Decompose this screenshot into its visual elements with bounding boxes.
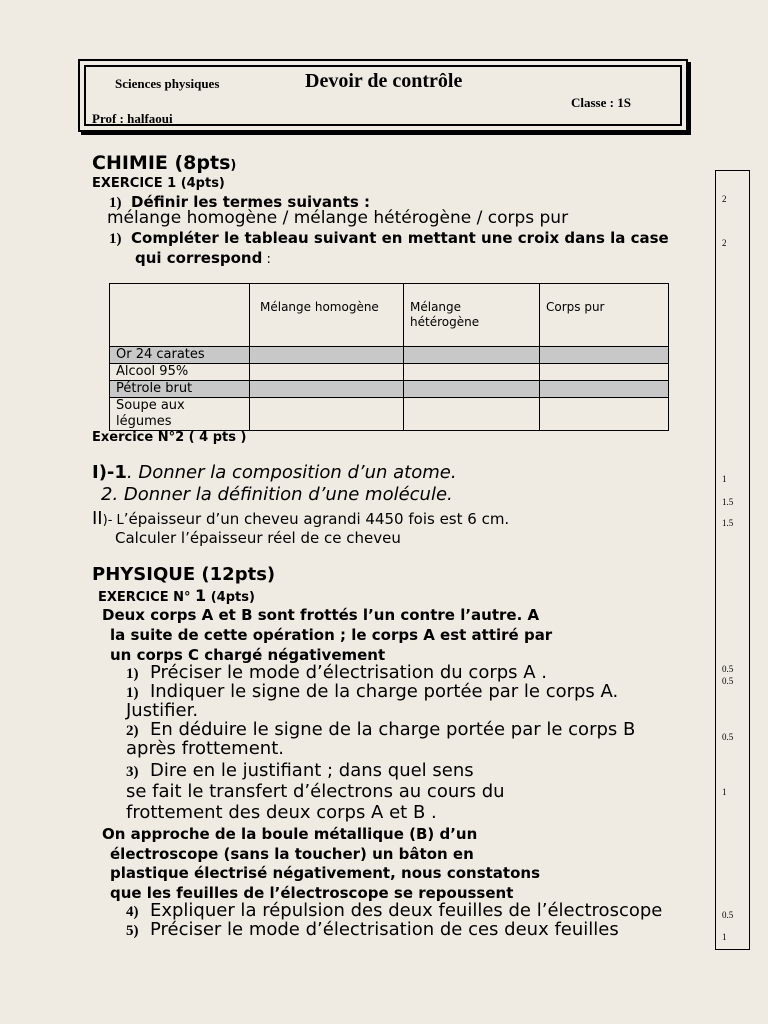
table-row-label: Soupe aux légumes: [110, 398, 250, 431]
table-cell[interactable]: [250, 398, 404, 431]
physique-heading: PHYSIQUE (12pts): [92, 564, 276, 585]
exercice2-i2: 2. Donner la définition d’une molécule.: [101, 484, 453, 505]
table-row: [110, 347, 669, 364]
table-cell[interactable]: [404, 364, 540, 381]
exercice2-i1: I)-1. Donner la composition d’un atome.: [92, 462, 457, 483]
table-cell[interactable]: [540, 347, 669, 364]
score-item: 1.5: [722, 518, 734, 528]
physique-q4: 3) Dire en le justifiant ; dans quel sens: [126, 760, 474, 781]
physique-q2: 1) Indiquer le signe de la charge portée par le corps A.: [126, 681, 619, 702]
subject-label: Sciences physiques: [115, 76, 220, 91]
physique-intro-1: Deux corps A et B sont frottés l’un contre l’autre. A: [102, 606, 540, 624]
score-item: 0.5: [722, 732, 734, 742]
table-row-label: Pétrole brut: [110, 381, 250, 398]
score-item: 1: [722, 787, 727, 797]
table-row: [110, 364, 669, 381]
table-row-label: Or 24 carates: [110, 347, 250, 364]
header-shadow-bottom: [81, 132, 691, 135]
class-label: Classe : 1S: [571, 95, 631, 110]
score-item: 0.5: [722, 664, 734, 674]
chimie-q2-line2: qui correspond :: [135, 249, 271, 267]
table-row: [110, 381, 669, 398]
physique-q3: 2) En déduire le signe de la charge portée par le corps B: [126, 719, 636, 740]
exam-title: Devoir de contrôle: [305, 70, 463, 92]
table-cell[interactable]: [404, 381, 540, 398]
physique-q6: 5) Préciser le mode d’électrisation de ces deux feuilles: [126, 919, 619, 940]
physique-p2-4: que les feuilles de l’électroscope se repoussent: [110, 884, 514, 902]
physique-q4-line2: se fait le transfert d’électrons au cours du: [126, 781, 505, 802]
score-column: [715, 170, 750, 950]
table-cell[interactable]: [540, 364, 669, 381]
score-item: 1: [722, 932, 727, 942]
physique-p2-3: plastique électrisé négativement, nous constatons: [110, 864, 541, 882]
table-cell[interactable]: [250, 364, 404, 381]
table-header-cell: Mélange homogène: [250, 284, 404, 347]
physique-intro-2: la suite de cette opération ; le corps A est attiré par: [110, 626, 553, 644]
score-item: 1: [722, 474, 727, 484]
exercice2-title: Exercice N°2 ( 4 pts ): [92, 430, 247, 445]
score-item: 2: [722, 238, 727, 248]
physique-q5: 4) Expliquer la répulsion des deux feuilles de l’électroscope: [126, 900, 663, 921]
chimie-q1: 1) Définir les termes suivants :: [109, 193, 371, 211]
table-header-cell: Corps pur: [540, 284, 669, 347]
header-shadow-right: [688, 62, 691, 135]
table-cell[interactable]: [250, 347, 404, 364]
teacher-label: Prof : halfaoui: [92, 111, 173, 126]
physique-q2-line2: Justifier.: [126, 700, 199, 721]
table-cell[interactable]: [404, 398, 540, 431]
table-row: [110, 398, 669, 431]
table-cell[interactable]: [250, 381, 404, 398]
exercice2-ii: II)- L’épaisseur d’un cheveu agrandi 4450 fois est 6 cm.: [92, 508, 510, 529]
physique-ex1-title: EXERCICE N° 1 (4pts): [98, 586, 255, 605]
physique-q3-line2: après frottement.: [126, 738, 284, 759]
mixture-table: [109, 283, 669, 431]
table-header-cell: [110, 284, 250, 347]
table-row-label: Alcool 95%: [110, 364, 250, 381]
chimie-q1-terms: mélange homogène / mélange hétérogène / corps pur: [107, 208, 569, 228]
score-item: 2: [722, 194, 727, 204]
score-item: 0.5: [722, 676, 734, 686]
chimie-q2: 1) Compléter le tableau suivant en mettant une croix dans la case: [109, 229, 669, 247]
physique-q4-line3: frottement des deux corps A et B .: [126, 802, 437, 823]
exercice2-ii-line2: Calculer l’épaisseur réel de ce cheveu: [115, 529, 401, 547]
physique-intro-3: un corps C chargé négativement: [110, 646, 386, 664]
score-item: 0.5: [722, 910, 734, 920]
table-header-cell: Mélange hétérogène: [404, 284, 540, 347]
physique-p2-1: On approche de la boule métallique (B) d’un: [102, 825, 478, 843]
table-cell[interactable]: [540, 398, 669, 431]
table-header-row: [110, 284, 669, 347]
table-cell[interactable]: [540, 381, 669, 398]
physique-q1: 1) Préciser le mode d’électrisation du corps A .: [126, 662, 548, 683]
chimie-ex1-title: EXERCICE 1 (4pts): [92, 176, 225, 191]
score-item: 1.5: [722, 497, 734, 507]
chimie-heading: CHIMIE (8pts): [92, 152, 237, 174]
physique-p2-2: électroscope (sans la toucher) un bâton en: [110, 845, 474, 863]
table-cell[interactable]: [404, 347, 540, 364]
